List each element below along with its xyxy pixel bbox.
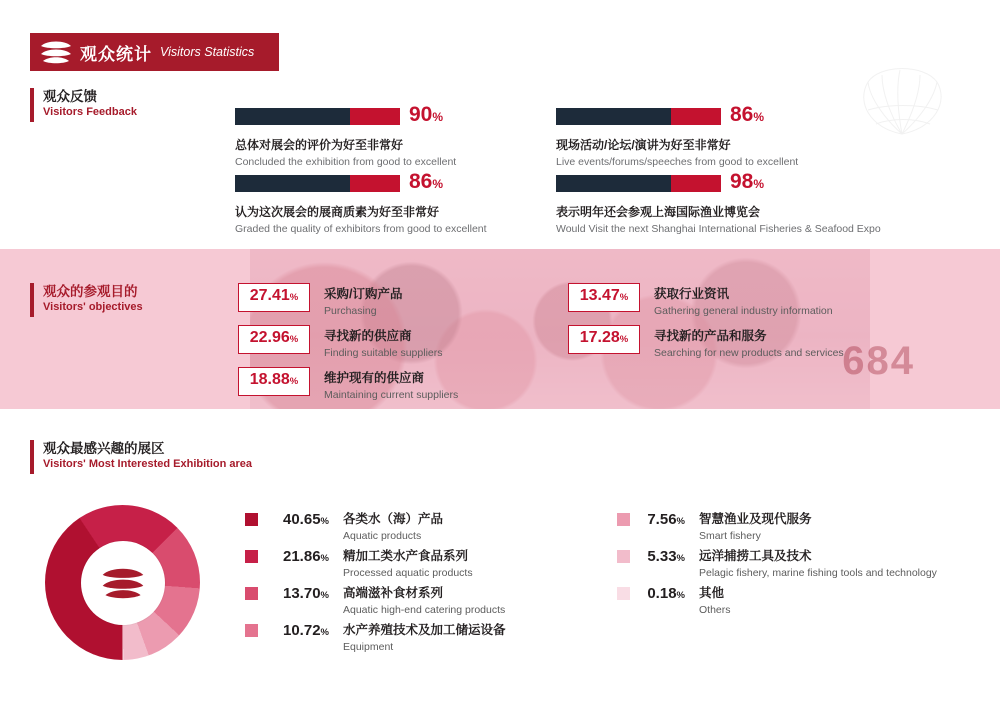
legend-percent: 0.18% (647, 585, 685, 602)
legend-percent: 10.72% (283, 622, 329, 639)
section-visitors-objectives (30, 283, 143, 317)
legend-text-cn: 智慧渔业及现代服务 (699, 512, 812, 526)
feedback-item (556, 104, 798, 168)
legend-item (245, 622, 506, 655)
page-title-en: Visitors Statistics (160, 45, 255, 59)
objective-item (568, 283, 833, 319)
objective-percent: 27.41% (238, 283, 310, 312)
feedback-text-cn: 认为这次展会的展商质素为好至非常好 (235, 205, 440, 219)
legend-text-en: Others (699, 604, 731, 616)
objective-item (238, 283, 402, 319)
feedback-item (556, 171, 881, 235)
objective-text-cn: 维护现有的供应商 (324, 371, 425, 385)
legend-item (245, 548, 473, 581)
legend-text-cn: 其他 (699, 586, 725, 600)
objective-text-cn: 获取行业资讯 (654, 287, 730, 301)
section-label-en: Visitors Feedback (43, 106, 137, 118)
feedback-percent: 90% (409, 103, 444, 126)
legend-text-cn: 各类水（海）产品 (343, 512, 444, 526)
legend-item (617, 511, 812, 544)
legend-text-en: Aquatic high-end catering products (343, 604, 506, 616)
legend-text-cn: 远洋捕捞工具及技术 (699, 549, 812, 563)
feedback-text-en: Concluded the exhibition from good to excellent (235, 156, 457, 168)
section-visitors-interest (30, 440, 252, 474)
feedback-bar (556, 175, 721, 192)
page-title-badge (30, 33, 279, 71)
legend-swatch (617, 513, 630, 526)
feedback-text-en: Live events/forums/speeches from good to excellent (556, 156, 799, 168)
objective-item (238, 367, 458, 403)
feedback-text-en: Would Visit the next Shanghai International Fisheries & Seafood Expo (556, 223, 881, 235)
legend-text-en: Equipment (343, 641, 394, 653)
section-label-cn: 观众的参观目的 (43, 284, 138, 299)
legend-swatch (245, 550, 258, 563)
legend-percent: 13.70% (283, 585, 329, 602)
section-visitors-feedback (30, 88, 137, 122)
fish-icon (100, 565, 146, 601)
feedback-percent: 86% (730, 103, 765, 126)
section-label-en: Visitors' Most Interested Exhibition area (43, 458, 253, 470)
feedback-bar (556, 108, 721, 125)
feedback-item (235, 171, 487, 235)
legend-text-cn: 高端滋补食材系列 (343, 586, 444, 600)
legend-percent: 7.56% (647, 511, 685, 528)
interest-donut-chart (45, 505, 200, 660)
feedback-text-cn: 现场活动/论坛/演讲为好至非常好 (556, 138, 731, 152)
feedback-bar (235, 108, 400, 125)
objective-text-cn: 寻找新的产品和服务 (654, 329, 767, 343)
legend-swatch (245, 587, 258, 600)
section-label-cn: 观众反馈 (43, 89, 97, 104)
objective-text-en: Finding suitable suppliers (324, 347, 443, 359)
legend-text-en: Smart fishery (699, 530, 761, 542)
feedback-percent: 86% (409, 170, 444, 193)
feedback-item (235, 104, 456, 168)
legend-percent: 21.86% (283, 548, 329, 565)
section-label-en: Visitors' objectives (43, 301, 143, 313)
feedback-percent: 98% (730, 170, 765, 193)
legend-text-cn: 精加工类水产食品系列 (343, 549, 469, 563)
fish-icon (38, 38, 74, 66)
legend-swatch (617, 550, 630, 563)
page-title-cn: 观众统计 (80, 44, 152, 64)
legend-text-en: Processed aquatic products (343, 567, 473, 579)
objective-text-en: Gathering general industry information (654, 305, 833, 317)
objective-text-en: Searching for new products and services (654, 347, 844, 359)
legend-text-en: Aquatic products (343, 530, 422, 542)
section-label-cn: 观众最感兴趣的展区 (43, 441, 165, 456)
legend-percent: 5.33% (647, 548, 685, 565)
objectives-band (0, 249, 1000, 409)
objective-percent: 18.88% (238, 367, 310, 396)
legend-text-cn: 水产养殖技术及加工储运设备 (343, 623, 506, 637)
legend-item (245, 511, 443, 544)
legend-item (617, 585, 731, 618)
objective-text-cn: 采购/订购产品 (324, 287, 403, 301)
feedback-text-en: Graded the quality of exhibitors from good to excellent (235, 223, 487, 235)
objective-text-en: Purchasing (324, 305, 377, 317)
feedback-text-cn: 总体对展会的评价为好至非常好 (235, 138, 404, 152)
objective-percent: 22.96% (238, 325, 310, 354)
objective-item (568, 325, 844, 361)
objective-percent: 13.47% (568, 283, 640, 312)
legend-item (617, 548, 937, 581)
feedback-bar (235, 175, 400, 192)
objective-item (238, 325, 442, 361)
legend-item (245, 585, 505, 618)
band-number: 684 (842, 339, 915, 383)
legend-percent: 40.65% (283, 511, 329, 528)
section-accent-bar (30, 440, 34, 474)
objective-text-en: Maintaining current suppliers (324, 389, 459, 401)
feedback-text-cn: 表示明年还会参观上海国际渔业博览会 (556, 205, 761, 219)
legend-swatch (245, 513, 258, 526)
legend-text-en: Pelagic fishery, marine fishing tools and technology (699, 567, 937, 579)
donut-center-logo (81, 541, 165, 625)
section-accent-bar (30, 88, 34, 122)
legend-swatch (617, 587, 630, 600)
objective-percent: 17.28% (568, 325, 640, 354)
section-accent-bar (30, 283, 34, 317)
legend-swatch (245, 624, 258, 637)
shell-illustration-icon (850, 62, 955, 137)
objective-text-cn: 寻找新的供应商 (324, 329, 412, 343)
